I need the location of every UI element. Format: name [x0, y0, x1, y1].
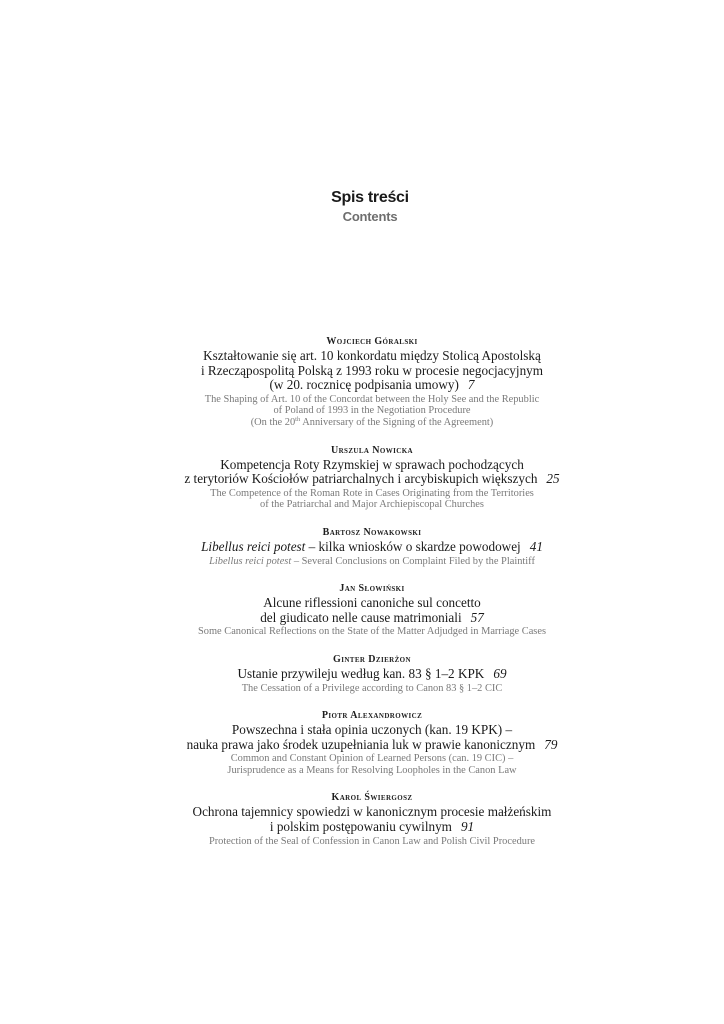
toc-entry	[148, 709, 596, 776]
translation-line: (On the 20th Anniversary of the Signing of the Agreement)	[250, 415, 494, 428]
page-number[interactable]: 41	[529, 538, 543, 554]
entry-author: Jan Słowiński	[339, 583, 405, 595]
entry-translation	[148, 753, 596, 776]
translation-line: Protection of the Seal of Confession in Canon Law and Polish Civil Procedure	[208, 835, 536, 847]
page-number[interactable]: 79	[544, 736, 558, 752]
entry-author: Ginter Dzierżon	[333, 653, 411, 665]
page-number[interactable]: 69	[493, 665, 507, 681]
toc-entry	[148, 335, 596, 429]
translation-line: of the Patriarchal and Major Archiepiscopal Churches	[260, 499, 484, 511]
entry-title[interactable]	[148, 667, 596, 682]
title-line: nauka prawa jako środek uzupełniania luk w prawie kanonicznym	[186, 736, 536, 752]
entry-title[interactable]	[148, 540, 596, 555]
entry-title[interactable]	[148, 349, 596, 393]
entry-author: Urszula Nowicka	[330, 444, 414, 456]
page-subtitle: Contents	[342, 209, 398, 224]
translation-line: Jurisprudence as a Means for Resolving Loopholes in the Canon Law	[227, 764, 517, 776]
entry-translation	[148, 836, 596, 848]
title-line: i polskim postępowaniu cywilnym	[269, 819, 452, 835]
entry-title[interactable]	[148, 458, 596, 487]
entry-translation	[148, 556, 596, 568]
page-number[interactable]: 25	[546, 471, 560, 487]
page-number[interactable]: 91	[460, 819, 475, 835]
translation-line: The Cessation of a Privilege according to Canon 83 § 1–2 CIC	[241, 682, 503, 694]
toc-entry	[148, 653, 596, 694]
entry-translation	[148, 394, 596, 429]
translation-line: – Several Conclusions on Complaint Filed by the Plaintiff	[291, 555, 535, 567]
toc-entry	[148, 582, 596, 638]
entry-translation	[148, 626, 596, 638]
title-line: Kształtowanie się art. 10 konkordatu między Stolicą Apostolską	[203, 348, 541, 363]
title-line: Ochrona tajemnicy spowiedzi w kanonicznym procesie małżeńskim	[192, 804, 552, 820]
title-line: – kilka wniosków o skardze powodowej	[305, 538, 521, 554]
entry-translation	[148, 488, 596, 511]
title-line: Alcune riflessioni canoniche sul concetto	[263, 595, 481, 611]
title-italic: Libellus reici potest	[201, 538, 306, 554]
page-title: Spis treści	[331, 189, 409, 206]
title-line: Powszechna i stała opinia uczonych (kan. 19 KPK) –	[231, 722, 513, 738]
title-line: i Rzecząpospolitą Polską z 1993 roku w procesie negocjacyjnym	[200, 362, 544, 378]
toc-entry	[148, 526, 596, 567]
translation-line: Common and Constant Opinion of Learned Persons (can. 19 CIC) –	[230, 753, 514, 765]
title-line: del giudicato nelle cause matrimoniali	[260, 609, 462, 625]
toc-entry	[148, 791, 596, 847]
translation-italic: Libellus reici potest	[209, 555, 292, 567]
table-of-contents	[148, 335, 596, 862]
entry-title[interactable]	[148, 805, 596, 834]
page-number[interactable]: 57	[470, 609, 484, 625]
entry-translation	[148, 683, 596, 695]
toc-entry	[148, 444, 596, 511]
entry-title[interactable]	[148, 723, 596, 752]
contents-heading	[0, 188, 724, 226]
translation-line: The Competence of the Roman Rote in Cases Originating from the Territories	[210, 487, 534, 499]
title-line: z terytoriów Kościołów patriarchalnych i arcybiskupich większych	[184, 471, 538, 487]
translation-line: The Shaping of Art. 10 of the Concordat between the Holy See and the Republic	[204, 393, 540, 405]
entry-title[interactable]	[148, 596, 596, 625]
entry-author: Karol Świergosz	[331, 792, 413, 804]
entry-author: Wojciech Góralski	[326, 336, 418, 347]
entry-author: Bartosz Nowakowski	[322, 526, 422, 538]
title-line: Kompetencja Roty Rzymskiej w sprawach pochodzących	[220, 456, 524, 472]
title-line: (w 20. rocznicę podpisania umowy)	[269, 377, 459, 393]
entry-author: Piotr Alexandrowicz	[321, 710, 423, 722]
title-line: Ustanie przywileju według kan. 83 § 1–2 KPK	[237, 665, 485, 681]
translation-line: Some Canonical Reflections on the State of the Matter Adjudged in Marriage Cases	[198, 626, 546, 638]
page-number[interactable]: 7	[467, 377, 475, 393]
translation-line: of Poland of 1993 in the Negotiation Procedure	[273, 405, 471, 417]
